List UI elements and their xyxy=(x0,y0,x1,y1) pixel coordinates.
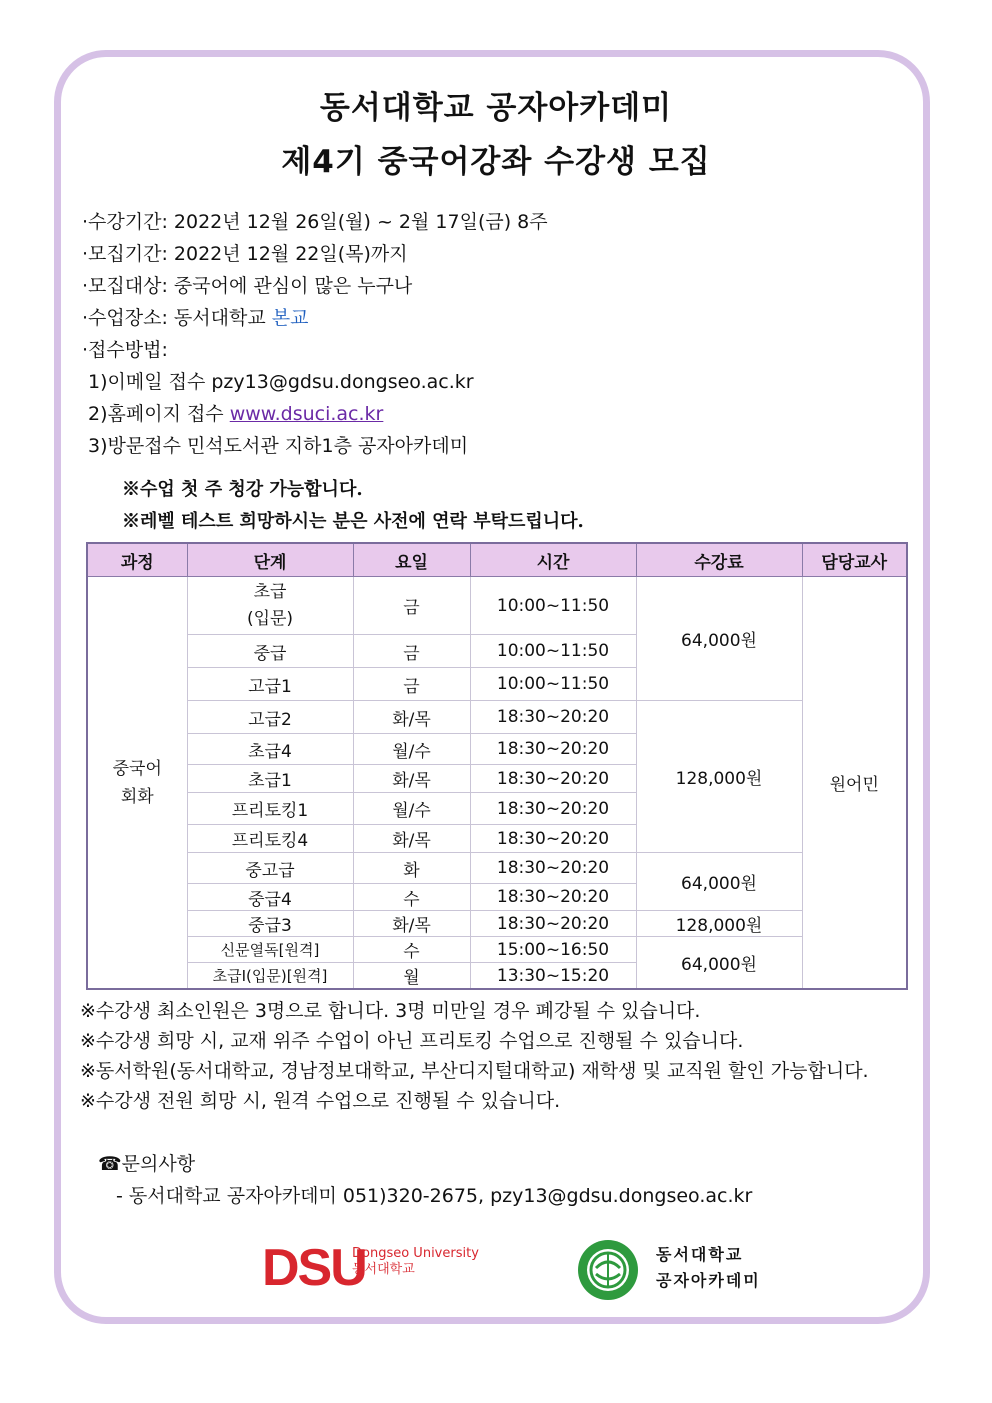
apply-email-value[interactable]: pzy13@gdsu.dongseo.ac.kr xyxy=(211,371,474,393)
level-cell: 초급 (입문) xyxy=(187,577,353,635)
schedule-table xyxy=(86,542,908,990)
academy-line1: 동서대학교 xyxy=(656,1245,744,1264)
recruit-label: ·모집기간: xyxy=(82,243,168,265)
dsu-name-ko: 동서대학교 xyxy=(352,1262,415,1277)
contact-line: - 동서대학교 공자아카데미 051)320-2675, pzy13@gdsu.dongseo.ac.kr xyxy=(116,1185,753,1207)
recruit-value: 2022년 12월 22일(목)까지 xyxy=(173,243,408,265)
time-cell: 18:30~20:20 xyxy=(470,853,636,884)
time-cell: 18:30~20:20 xyxy=(470,793,636,825)
fee-cell: 128,000원 xyxy=(636,701,802,853)
time-cell: 15:00~16:50 xyxy=(470,937,636,963)
time-cell: 10:00~11:50 xyxy=(470,635,636,668)
level-cell: 신문열독[원격] xyxy=(187,937,353,963)
contact-title: ☎문의사항 xyxy=(98,1153,196,1175)
academy-line2: 공자아카데미 xyxy=(656,1271,761,1290)
apply-web-prefix: 2)홈페이지 접수 xyxy=(88,403,224,425)
table-row xyxy=(87,911,907,937)
policy-note: ※동서학원(동서대학교, 경남정보대학교, 부산디지털대학교) 재학생 및 교직원 할인 가능합니다. xyxy=(80,1060,869,1082)
academy-name xyxy=(656,1242,761,1294)
level-cell: 중급 xyxy=(187,635,353,668)
dsu-logo xyxy=(262,1239,479,1297)
period-value: 2022년 12월 26일(월) ~ 2월 17일(금) 8주 xyxy=(173,211,548,233)
target-value: 중국어에 관심이 많은 누구나 xyxy=(173,275,413,297)
notice-audit: ※수업 첫 주 청강 가능합니다. xyxy=(122,479,363,500)
period-row xyxy=(82,206,548,238)
place-value: 동서대학교 xyxy=(173,307,266,329)
table-row xyxy=(87,577,907,635)
period-label: ·수강기간: xyxy=(82,211,168,233)
apply-web-row xyxy=(82,398,548,430)
table-row xyxy=(87,937,907,963)
policy-note: ※수강생 최소인원은 3명으로 합니다. 3명 미만일 경우 폐강될 수 있습니다. xyxy=(80,1000,701,1022)
apply-label: ·접수방법: xyxy=(82,339,168,361)
time-cell: 10:00~11:50 xyxy=(470,668,636,701)
day-cell: 수 xyxy=(353,937,470,963)
policy-note: ※수강생 전원 희망 시, 원격 수업으로 진행될 수 있습니다. xyxy=(80,1090,561,1112)
level-cell: 프리토킹1 xyxy=(187,793,353,825)
place-row xyxy=(82,302,548,334)
notice-level-test: ※레벨 테스트 희망하시는 분은 사전에 연락 부탁드립니다. xyxy=(122,511,584,532)
day-cell: 화/목 xyxy=(353,701,470,734)
target-label: ·모집대상: xyxy=(82,275,168,297)
header-teacher: 담당교사 xyxy=(802,543,907,577)
day-cell: 화 xyxy=(353,853,470,884)
day-cell: 수 xyxy=(353,884,470,911)
level-cell: 중급3 xyxy=(187,911,353,937)
table-header-row xyxy=(87,543,907,577)
level-cell: 프리토킹4 xyxy=(187,825,353,853)
course-info xyxy=(82,206,548,462)
day-cell: 화/목 xyxy=(353,825,470,853)
fee-cell: 64,000원 xyxy=(636,937,802,990)
policy-note: ※수강생 희망 시, 교재 위주 수업이 아닌 프리토킹 수업으로 진행될 수 있습니다. xyxy=(80,1030,744,1052)
day-cell: 월/수 xyxy=(353,734,470,765)
header-course: 과정 xyxy=(87,543,187,577)
apply-email-prefix: 1)이메일 접수 xyxy=(88,371,206,393)
header-time: 시간 xyxy=(470,543,636,577)
dsu-name-en: Dongseo University xyxy=(352,1246,479,1261)
homepage-link[interactable]: www.dsuci.ac.kr xyxy=(229,403,384,425)
time-cell: 18:30~20:20 xyxy=(470,825,636,853)
header-day: 요일 xyxy=(353,543,470,577)
header-fee: 수강료 xyxy=(636,543,802,577)
level-cell: 고급1 xyxy=(187,668,353,701)
page-subtitle: 제4기 중국어강좌 수강생 모집 xyxy=(281,144,711,180)
time-cell: 18:30~20:20 xyxy=(470,701,636,734)
day-cell: 금 xyxy=(353,668,470,701)
day-cell: 금 xyxy=(353,635,470,668)
recruit-row xyxy=(82,238,548,270)
day-cell: 금 xyxy=(353,577,470,635)
notice-block xyxy=(122,474,584,538)
day-cell: 월/수 xyxy=(353,793,470,825)
course-cell: 중국어 회화 xyxy=(87,577,187,990)
time-cell: 10:00~11:50 xyxy=(470,577,636,635)
level-cell: 중고급 xyxy=(187,853,353,884)
apply-email-row xyxy=(82,366,548,398)
level-cell: 고급2 xyxy=(187,701,353,734)
time-cell: 18:30~20:20 xyxy=(470,765,636,793)
target-row xyxy=(82,270,548,302)
day-cell: 화/목 xyxy=(353,911,470,937)
level-cell: 초급4 xyxy=(187,734,353,765)
apply-row xyxy=(82,334,548,366)
academy-seal-icon xyxy=(576,1238,640,1302)
time-cell: 18:30~20:20 xyxy=(470,911,636,937)
table-row xyxy=(87,853,907,884)
level-cell: 초급1 xyxy=(187,765,353,793)
confucius-academy-logo xyxy=(576,1238,761,1306)
place-highlight: 본교 xyxy=(271,307,309,329)
fee-cell: 128,000원 xyxy=(636,911,802,937)
policy-notes xyxy=(80,996,869,1116)
fee-cell: 64,000원 xyxy=(636,853,802,911)
level-cell: 초급I(입문)[원격] xyxy=(187,963,353,990)
table-row xyxy=(87,701,907,734)
teacher-cell: 원어민 xyxy=(802,577,907,990)
time-cell: 13:30~15:20 xyxy=(470,963,636,990)
day-cell: 화/목 xyxy=(353,765,470,793)
contact-block xyxy=(98,1148,752,1212)
dsu-name xyxy=(352,1246,479,1278)
fee-cell: 64,000원 xyxy=(636,577,802,701)
page-title: 동서대학교 공자아카데미 xyxy=(319,90,673,126)
dsu-mark: DSU xyxy=(262,1239,366,1297)
level-cell: 중급4 xyxy=(187,884,353,911)
day-cell: 월 xyxy=(353,963,470,990)
header-level: 단계 xyxy=(187,543,353,577)
place-label: ·수업장소: xyxy=(82,307,168,329)
time-cell: 18:30~20:20 xyxy=(470,884,636,911)
time-cell: 18:30~20:20 xyxy=(470,734,636,765)
apply-visit-row: 3)방문접수 민석도서관 지하1층 공자아카데미 xyxy=(88,435,469,457)
